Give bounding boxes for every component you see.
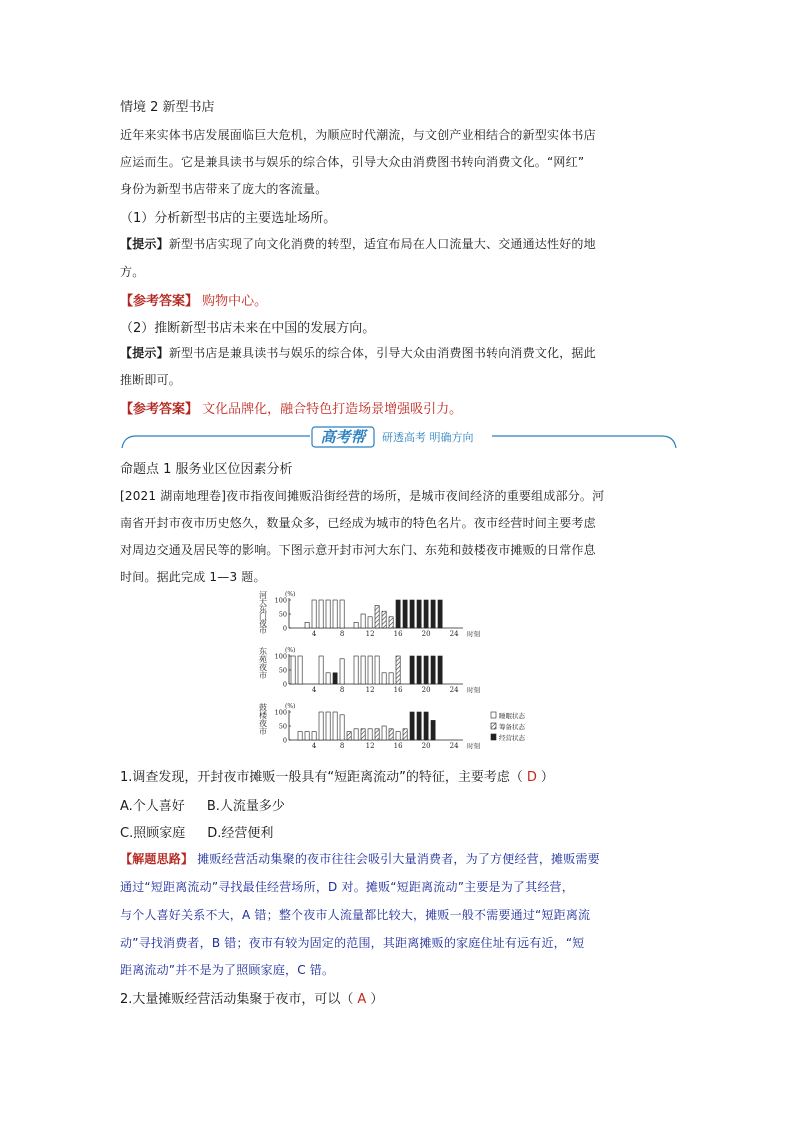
mc1-question (120, 766, 554, 785)
x-tick-label: 8 (339, 630, 345, 638)
bar (389, 729, 393, 740)
bar (382, 726, 386, 740)
panel-label-char: 市 (259, 671, 267, 680)
q1-answer (120, 290, 267, 309)
mc1-option-a: A.个人喜好 (120, 799, 185, 814)
legend-label: 筹备状态 (499, 723, 525, 731)
panel-label-char: 鼓 (259, 703, 267, 712)
mc1-options-row-2 (120, 822, 273, 841)
bar (375, 656, 379, 684)
panel-label-char: 大 (259, 598, 267, 607)
panel-label-char: 门 (259, 612, 267, 621)
x-tick-label: 16 (393, 686, 403, 694)
bar (326, 673, 330, 684)
mc1-analysis-line-2: 通过“短距离流动”寻找最佳经营场所，D 对。摊贩“短距离流动”主要是为了其经营， (120, 880, 574, 894)
bar (424, 600, 428, 628)
mc1-analysis-line-5: 距离流动”并不是为了照顾家庭，C 错。 (120, 963, 335, 977)
bar (333, 673, 337, 684)
q1-answer-text: 购物中心。 (202, 294, 268, 309)
bar (368, 617, 372, 628)
bar (340, 600, 344, 628)
bar (431, 656, 435, 684)
bar (326, 600, 330, 628)
panel-label-char: 夜 (259, 719, 267, 728)
bar (340, 659, 344, 684)
panel-label-char: 苑 (259, 655, 267, 664)
q2-answer (120, 398, 462, 417)
y-tick-label: 100 (274, 708, 287, 717)
bar (319, 712, 323, 740)
banner-logo: 高考帮 (320, 428, 366, 446)
x-tick-label: 20 (421, 630, 431, 638)
passage-line-1: [2021 湖南地理卷]夜市指夜间摊贩沿街经营的场所，是城市夜间经济的重要组成部分。河 (120, 489, 605, 503)
bar (368, 729, 372, 740)
intro-line-1: 近年来实体书店发展面临巨大危机，为顺应时代潮流，与文创产业相结合的新型实体书店 (120, 128, 596, 142)
legend-swatch (491, 734, 496, 740)
panel-label-char: 夜 (259, 619, 267, 628)
bar (361, 656, 365, 684)
bar (326, 712, 330, 740)
passage-line-3: 对周边交通及居民等的影响。下图示意开封市河大东门、东苑和鼓楼夜市摊贩的日常作息 (120, 543, 596, 557)
x-tick-label: 8 (339, 686, 345, 694)
bar (438, 656, 442, 684)
bar (305, 622, 309, 628)
mc1-option-b: B.人流量多少 (206, 799, 285, 814)
mc1-options-row-1 (120, 795, 285, 814)
bar (298, 732, 302, 740)
x-tick-label: 4 (311, 630, 317, 638)
mc1-option-d: D.经营便利 (207, 826, 274, 841)
y-tick-label: 100 (274, 596, 287, 605)
banner-slogan: 研透高考 明确方向 (382, 431, 474, 444)
chart-svg (255, 590, 555, 758)
gaokaobang-banner (120, 424, 678, 450)
bar (354, 622, 358, 628)
bar (375, 729, 379, 740)
x-axis-label: 时刻 (467, 742, 480, 750)
bar (410, 712, 414, 740)
bar (417, 656, 421, 684)
bar (312, 600, 316, 628)
intro-line-2: 应运而生。它是兼具读书与娱乐的综合体，引导大众由消费图书转向消费文化。“网红” (120, 155, 585, 169)
y-unit-label: (%) (285, 647, 296, 654)
panel-label-char: 市 (259, 727, 267, 736)
mc1-analysis-text: 摊贩经营活动集聚的夜市往往会吸引大量消费者，为了方便经营，摊贩需要 (197, 852, 600, 866)
bar (424, 712, 428, 740)
y-tick-label: 50 (278, 722, 287, 731)
bar (382, 611, 386, 628)
topic-title: 命题点 1 服务业区位因素分析 (120, 462, 293, 477)
bar (382, 673, 386, 684)
bar (319, 600, 323, 628)
passage-line-2: 南省开封市夜市历史悠久，数量众多，已经成为城市的特色名片。夜市经营时间主要考虑 (120, 516, 596, 530)
q2-question: （2）推断新型书店未来在中国的发展方向。 (120, 321, 376, 336)
bar (291, 656, 295, 684)
passage-line-4: 时间。据此完成 1—3 题。 (120, 570, 266, 584)
mc2-answer: A (357, 992, 367, 1007)
y-unit-label: (%) (285, 591, 296, 598)
bar (333, 712, 337, 740)
y-tick-label: 0 (282, 736, 287, 745)
bar (438, 600, 442, 628)
mc2-close: ） (370, 992, 384, 1007)
bar (396, 600, 400, 628)
y-tick-label: 50 (278, 610, 287, 619)
q2-hint-text: 新型书店是兼具读书与娱乐的综合体，引导大众由消费图书转向消费文化，据此 (168, 346, 596, 360)
q1-hint-line-2: 方。 (120, 265, 145, 279)
q2-hint (120, 344, 596, 361)
bar (431, 600, 435, 628)
bar (319, 656, 323, 684)
section-title: 情境 2 新型书店 (120, 100, 215, 115)
y-unit-label: (%) (285, 703, 296, 710)
x-tick-label: 20 (421, 686, 431, 694)
x-tick-label: 12 (365, 686, 375, 694)
mc2-question (120, 988, 383, 1007)
q1-question: （1）分析新型书店的主要选址场所。 (120, 211, 337, 226)
panel-label-char: 夜 (259, 663, 267, 672)
bar (396, 656, 400, 684)
panel-label-char: 河 (259, 591, 267, 600)
x-tick-label: 16 (393, 630, 403, 638)
y-tick-label: 0 (282, 624, 287, 633)
mc1-analysis-line-3: 与个人喜好关系不大，A 错；整个夜市人流量都比较大，摊贩一般不需要通过“短距离流 (120, 908, 591, 922)
bar (375, 606, 379, 628)
legend-label: 经营状态 (499, 734, 525, 742)
mc1-analysis-line-1 (120, 850, 600, 867)
bar (340, 715, 344, 740)
x-tick-label: 4 (311, 742, 317, 750)
q1-answer-label: 【参考答案】 (120, 294, 199, 309)
x-tick-label: 20 (421, 742, 431, 750)
mc1-analysis-line-4: 动”寻找消费者，B 错；夜市有较为固定的范围，其距离摊贩的家庭住址有远有近，“短 (120, 936, 585, 950)
bar (347, 732, 351, 740)
x-tick-label: 24 (449, 742, 459, 750)
x-tick-label: 12 (365, 630, 375, 638)
x-tick-label: 24 (449, 686, 459, 694)
mc1-question-text: 1.调查发现，开封夜市摊贩一般具有“短距离流动”的特征，主要考虑（ (120, 770, 523, 785)
bar (410, 600, 414, 628)
intro-line-3: 身份为新型书店带来了庞大的客流量。 (120, 182, 328, 196)
panel-label-char: 市 (259, 626, 267, 635)
bar (354, 729, 358, 740)
q2-answer-text: 文化品牌化，融合特色打造场景增强吸引力。 (202, 402, 463, 417)
x-tick-label: 12 (365, 742, 375, 750)
q2-hint-line-2: 推断即可。 (120, 373, 182, 387)
mc1-option-c: C.照顾家庭 (120, 826, 186, 841)
bar (361, 729, 365, 740)
legend-label: 睡眠状态 (499, 712, 525, 720)
panel-label-char: 东 (259, 605, 267, 614)
bar (431, 720, 435, 740)
bar (403, 729, 407, 740)
x-tick-label: 24 (449, 630, 459, 638)
bar (312, 732, 316, 740)
y-tick-label: 0 (282, 680, 287, 689)
panel-label-char: 楼 (259, 711, 267, 720)
q1-hint-text: 新型书店实现了向文化消费的转型，适宜布局在人口流量大、交通通达性好的地 (168, 237, 596, 251)
legend-swatch (491, 723, 496, 729)
bar (424, 656, 428, 684)
night-market-chart (255, 590, 555, 758)
bar (333, 600, 337, 628)
bar (417, 600, 421, 628)
y-tick-label: 100 (274, 652, 287, 661)
mc1-answer: D (526, 770, 537, 785)
bar (389, 617, 393, 628)
bar (396, 732, 400, 740)
x-axis-label: 时刻 (467, 630, 480, 638)
x-tick-label: 4 (311, 686, 317, 694)
x-axis-label: 时刻 (467, 686, 480, 694)
mc2-question-text: 2.大量摊贩经营活动集聚于夜市，可以（ (120, 992, 354, 1007)
q1-hint-label: 【提示】 (120, 237, 169, 251)
legend-swatch (491, 712, 496, 718)
bar (417, 712, 421, 740)
x-tick-label: 8 (339, 742, 345, 750)
q1-hint (120, 235, 596, 252)
q2-answer-label: 【参考答案】 (120, 402, 199, 417)
panel-label-char: 东 (259, 647, 267, 656)
mc1-analysis-label: 【解题思路】 (120, 852, 194, 866)
mc1-close: ） (540, 770, 554, 785)
bar (368, 656, 372, 684)
bar (403, 600, 407, 628)
x-tick-label: 16 (393, 742, 403, 750)
q2-hint-label: 【提示】 (120, 346, 169, 360)
bar (354, 656, 358, 684)
bar (298, 656, 302, 684)
bar (389, 673, 393, 684)
bar (410, 656, 414, 684)
bar (361, 614, 365, 628)
y-tick-label: 50 (278, 666, 287, 675)
bar (305, 732, 309, 740)
